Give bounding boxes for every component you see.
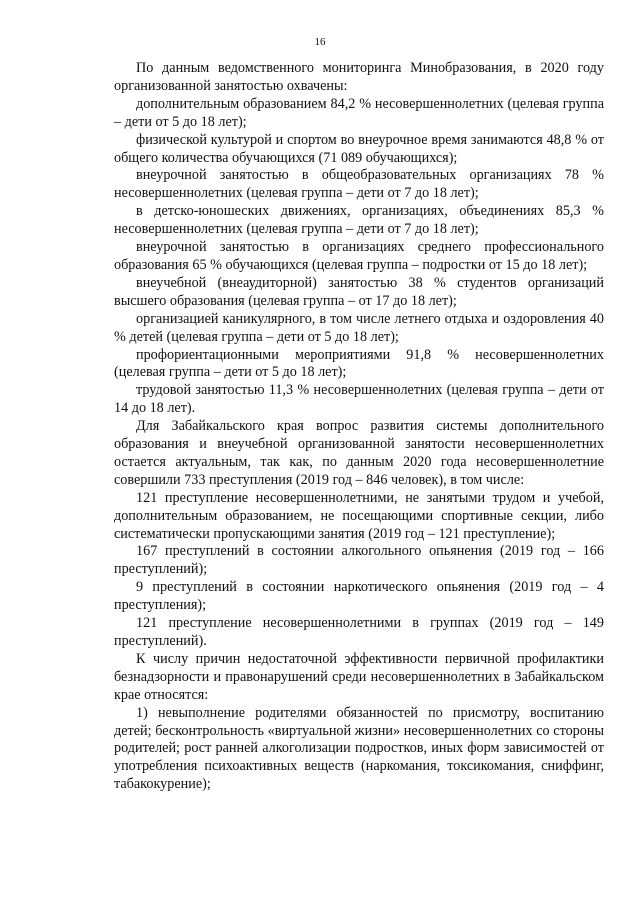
paragraph: организацией каникулярного, в том числе летнего отдыха и оздоровления 40 % детей (целевая группа – дети от 5 до 18 лет); xyxy=(114,310,604,345)
paragraph: внеучебной (внеаудиторной) занятостью 38 % студентов организаций высшего образования (целевая группа – от 17 до 18 лет); xyxy=(114,274,604,309)
paragraph: К числу причин недостаточной эффективности первичной профилактики безнадзорности и правонарушений среди несовершеннолетних в Забайкальском крае относятся: xyxy=(114,650,604,703)
paragraph: дополнительным образованием 84,2 % несовершеннолетних (целевая группа – дети от 5 до 18 лет); xyxy=(114,95,604,130)
paragraph: 121 преступление несовершеннолетними в группах (2019 год – 149 преступлений). xyxy=(114,615,604,649)
paragraph: внеурочной занятостью в общеобразовательных организациях 78 % несовершеннолетних (целевая группа – дети от 7 до 18 лет); xyxy=(114,167,604,202)
paragraph: трудовой занятостью 11,3 % несовершеннолетних (целевая группа – дети от 14 до 18 лет). xyxy=(114,382,604,417)
paragraph: физической культурой и спортом во внеурочное время занимаются 48,8 % от общего количества обучающихся (71 089 обучающихся); xyxy=(114,131,604,166)
paragraph: внеурочной занятостью в организациях среднего профессионального образования 65 % обучающихся (целевая группа – подростки от 15 до 18 лет); xyxy=(114,239,604,273)
document-body xyxy=(114,60,604,794)
paragraph: Для Забайкальского края вопрос развития системы дополнительного образования и внеучебной организованной занятости несовершеннолетних остается актуальным, так как, по данным 2020 года несовершеннолетние совершили 733 преступления (2019 год – 846 человек), в том числе: xyxy=(114,418,604,488)
paragraph: профориентационными мероприятиями 91,8 % несовершеннолетних (целевая группа – дети от 5 до 18 лет); xyxy=(114,346,604,381)
paragraph: 1) невыполнение родителями обязанностей по присмотру, воспитанию детей; бесконтрольность «виртуальной жизни» несовершеннолетних со стороны родителей; рост ранней алкоголизации подростков, иных форм зависимостей от употребления психоактивных веществ (наркомания, токсикомания, сниффинг, табакокурение); xyxy=(114,704,604,793)
paragraph: 167 преступлений в состоянии алкогольного опьянения (2019 год – 166 преступлений); xyxy=(114,543,604,578)
page-number: 16 xyxy=(314,36,326,48)
paragraph: в детско-юношеских движениях, организациях, объединениях 85,3 % несовершеннолетних (целевая группа – дети от 7 до 18 лет); xyxy=(114,203,604,238)
paragraph: 9 преступлений в состоянии наркотического опьянения (2019 год – 4 преступления); xyxy=(114,579,604,614)
paragraph: 121 преступление несовершеннолетними, не занятыми трудом и учебой, дополнительным образованием, не посещающими спортивные секции, либо систематически пропускающими занятия (2019 год – 121 преступление); xyxy=(114,489,604,542)
paragraph: По данным ведомственного мониторинга Минобразования, в 2020 году организованной занятостью охвачены: xyxy=(114,60,604,94)
